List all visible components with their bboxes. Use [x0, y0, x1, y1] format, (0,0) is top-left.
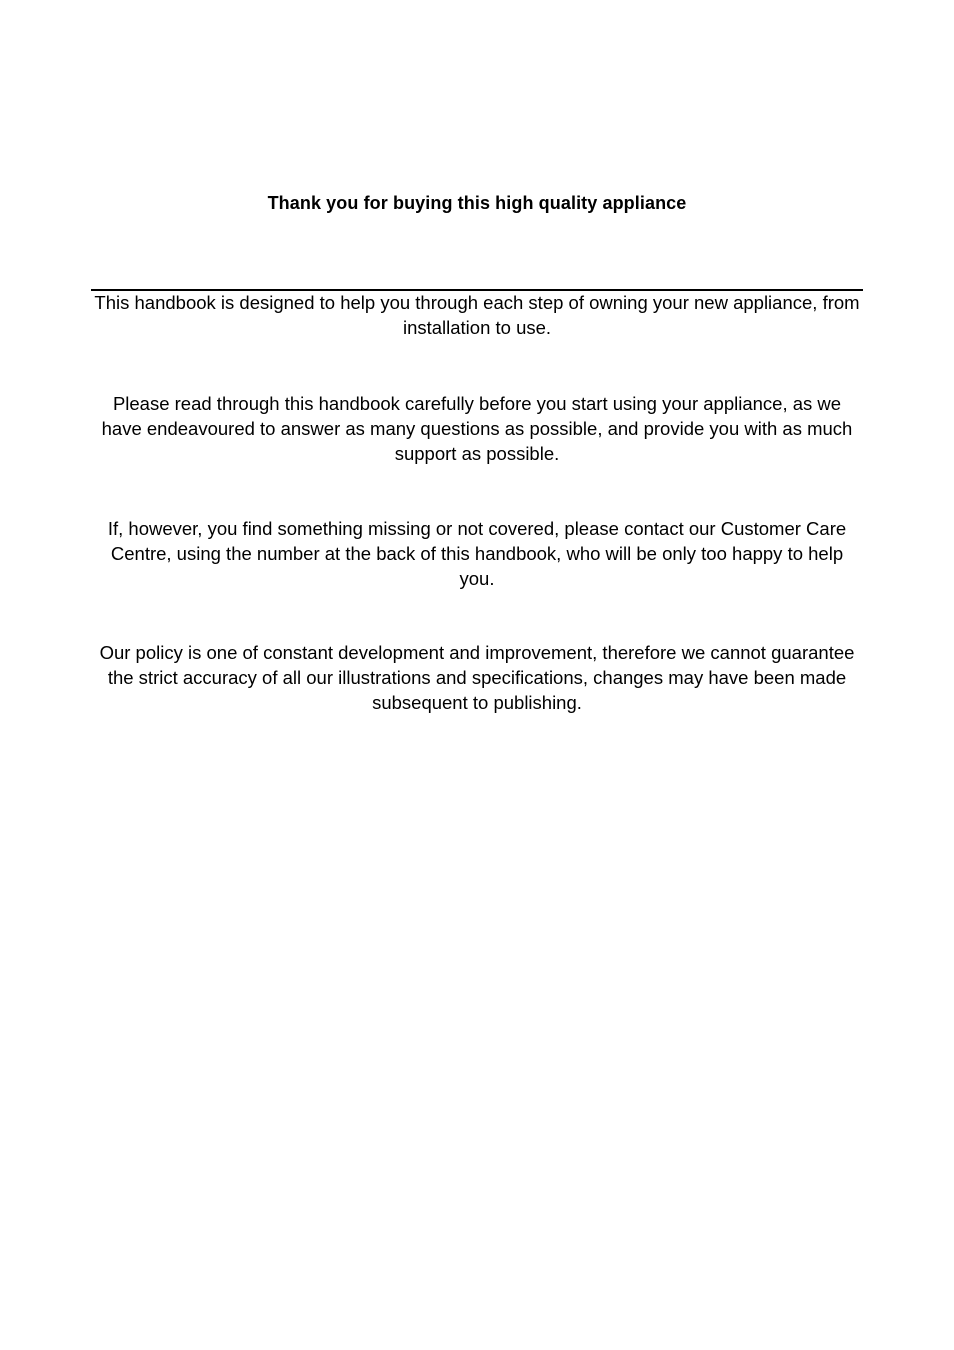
- policy-paragraph: Our policy is one of constant development and improvement, therefore we cannot guarantee the strict accuracy of all our illustrations and specifications, changes may have been made subsequent to publishing.: [99, 642, 855, 713]
- customer-care-paragraph: If, however, you find something missing or not covered, please contact our Customer Care Centre, using the number at the back of this handbook, who will be only too happy to help you.: [107, 518, 847, 589]
- intro-paragraph: This handbook is designed to help you through each step of owning your new appliance, from installation to use.: [94, 292, 860, 338]
- page-title: Thank you for buying this high quality appliance: [267, 193, 687, 213]
- read-handbook-paragraph: Please read through this handbook carefully before you start using your appliance, as we have endeavoured to answer as many questions as possible, and provide you with as much support as possible.: [101, 393, 853, 464]
